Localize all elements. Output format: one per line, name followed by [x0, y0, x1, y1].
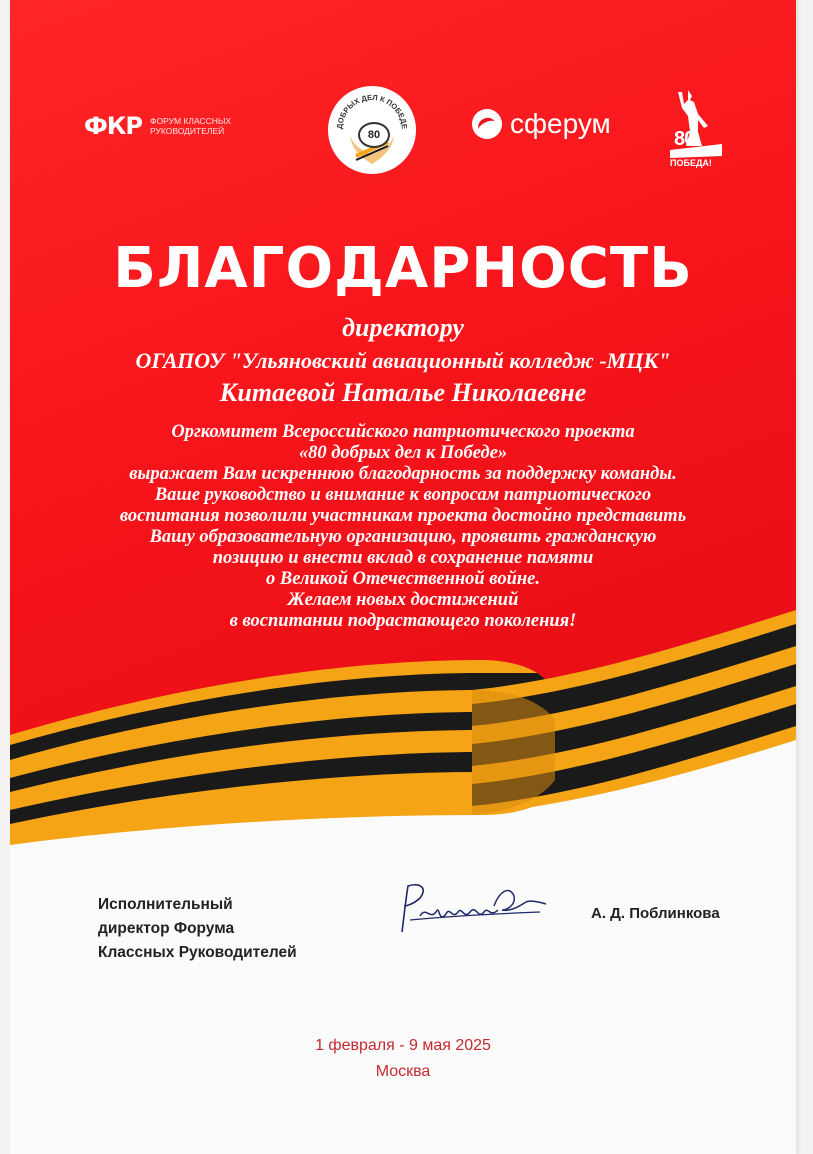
sferum-logo: [472, 108, 611, 140]
pobeda-logo-label: ПОБЕДА!: [670, 158, 712, 168]
gratitude-text: [10, 422, 796, 632]
body-line: в воспитании подрастающего поколения!: [229, 611, 577, 631]
event-dates: 1 февраля - 9 мая 2025: [315, 1037, 491, 1054]
body-line: позицию и внести вклад в сохранение памяти: [212, 548, 594, 568]
body-line: о Великой Отечественной войне.: [266, 569, 540, 589]
sferum-logo-text: сферум: [510, 108, 611, 139]
certificate-sheet: [10, 0, 796, 1154]
fkr-mark: ФКР: [84, 112, 143, 140]
signer-role-line: Классных Руководителей: [98, 944, 297, 961]
project-80-logo: [328, 86, 416, 174]
recipient-role: директору: [342, 313, 464, 342]
signer-name: А. Д. Поблинкова: [591, 905, 720, 922]
project-logo-ring-text: ДОБРЫХ ДЕЛ К ПОБЕДЕ: [334, 92, 410, 130]
pobeda-80-logo: [668, 86, 724, 172]
signer-role-line: Исполнительный: [98, 896, 233, 913]
signer-role-line: директор Форума: [98, 920, 235, 937]
sferum-icon: [472, 109, 502, 139]
pobeda-logo-number: 80: [674, 128, 695, 150]
project-logo-number: 80: [358, 122, 390, 148]
body-line: Ваше руководство и внимание к вопросам патриотического: [154, 485, 652, 505]
recipient-organization: ОГАПОУ "Ульяновский авиационный колледж -МЦК": [135, 348, 671, 373]
body-line: Оргкомитет Всероссийского патриотического проекта: [171, 422, 635, 442]
body-line: выражает Вам искреннюю благодарность за поддержку команды.: [129, 464, 677, 484]
body-line: воспитания позволили участникам проекта достойно представить: [119, 506, 687, 526]
signer-role: [98, 893, 297, 965]
certificate-title: БЛАГОДАРНОСТЬ: [113, 236, 693, 301]
event-city: Москва: [375, 1063, 431, 1080]
body-line: «80 добрых дел к Победе»: [298, 443, 508, 463]
handwritten-signature: [390, 876, 550, 946]
fkr-logo: [84, 112, 250, 140]
recipient-name: Китаевой Наталье Николаевне: [219, 378, 587, 407]
body-line: Вашу образовательную организацию, проявить гражданскую: [149, 527, 657, 547]
fkr-logo-text: ФОРУМ КЛАССНЫХ РУКОВОДИТЕЛЕЙ: [150, 116, 232, 136]
body-line: Желаем новых достижений: [287, 590, 519, 610]
